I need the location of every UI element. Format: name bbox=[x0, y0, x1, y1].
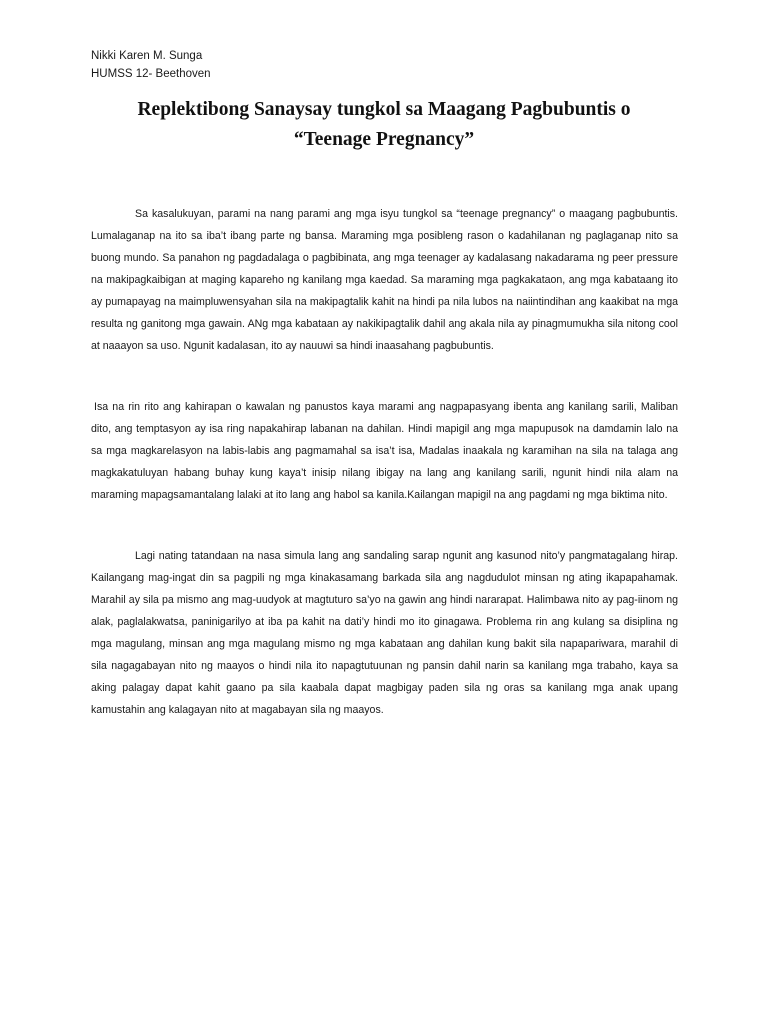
paragraph-block-2 bbox=[91, 396, 678, 506]
author-block bbox=[91, 47, 211, 83]
title-line-2: “Teenage Pregnancy” bbox=[293, 129, 475, 150]
paragraph-block-3 bbox=[91, 545, 678, 721]
class-section: HUMSS 12- Beethoven bbox=[91, 68, 211, 80]
paragraph: Lagi nating tatandaan na nasa simula lang ang sandaling sarap ngunit ang kasunod nito’y pangmatagalang hirap. Kailangang mag-ingat din sa pagpili ng mga kinakasamang barkada sila ang nagdudulot minsan ng ating ikapapahamak. Marahil ay sila pa mismo ang mag-uudyok at magtuturo sa’yo na gawin ang hindi nararapat. Halimbawa nito ay pag-iinom ng alak, paglalakwatsa, paninigarilyo at iba pa kahit na dati’y hindi mo ito ginagawa. Problema rin ang kulang sa disiplina ng mga magulang, minsan ang mga magulang mismo ng mga kabataan ang dahilan kung bakit sila napapariwara, marahil di sila nagagabayan nito ng maayos o hindi nila ito napagtutuunan ng pansin dahil narin sa kanilang mga trabaho, kaya sa aking palagay dapat kahit gaano pa sila kaabala dapat magbigay paden sila ng oras sa kanilang mga anak upang kamustahin ang kalagayan nito at magabayan sila ng maayos. bbox=[91, 550, 678, 717]
author-name: Nikki Karen M. Sunga bbox=[91, 50, 203, 62]
paragraph-block-1 bbox=[91, 203, 678, 357]
document-title bbox=[60, 95, 708, 155]
paragraph: Isa na rin rito ang kahirapan o kawalan ng panustos kaya marami ang nagpapasyang ibenta ang kanilang sarili, Maliban dito, ang temptasyon ay isa ring napakahirap labanan na dahilan. Hindi mapigil ang mga mapupusok na damdamin lalo na sa mga magkarelasyon na labis-labis ang pagmamahal sa isa’t isa, Madalas inaakala ng karamihan na sila na talaga ang magkakatuluyan habang buhay kung kaya’t inisip nilang ibigay na lang ang kanilang sarili, ngunit hindi nila alam na maraming mapagsamantalang lalaki at ito lang ang habol sa kanila.Kailangan mapigil na ang pagdami ng mga biktima nito. bbox=[91, 401, 678, 502]
paragraph: Sa kasalukuyan, parami na nang parami ang mga isyu tungkol sa “teenage pregnancy” o maagang pagbubuntis. Lumalaganap na ito sa iba’t ibang parte ng bansa. Maraming mga posibleng rason o kadahilanan ng paglaganap nito sa buong mundo. Sa panahon ng pagdadalaga o pagbibinata, ang mga teenager ay kadalasang nakadarama ng peer pressure na makipagkaibigan at maging kapareho ng kanilang mga kaedad. Sa maraming mga pagkakataon, ang mga kabataang ito ay pumapayag na maimpluwensyahan sila na makipagtalik kahit na hindi pa nila lubos na naiintindihan ang kaakibat na mga resulta ng ganitong mga gawain. ANg mga kabataan ay nakikipagtalik dahil ang akala nila ay pinagmumukha sila nitong cool at naaayon sa uso. Ngunit kadalasan, ito ay nauuwi sa hindi inaasahang pagbubuntis. bbox=[91, 208, 678, 353]
title-line-1: Replektibong Sanaysay tungkol sa Maagang Pagbubuntis o bbox=[137, 99, 631, 120]
